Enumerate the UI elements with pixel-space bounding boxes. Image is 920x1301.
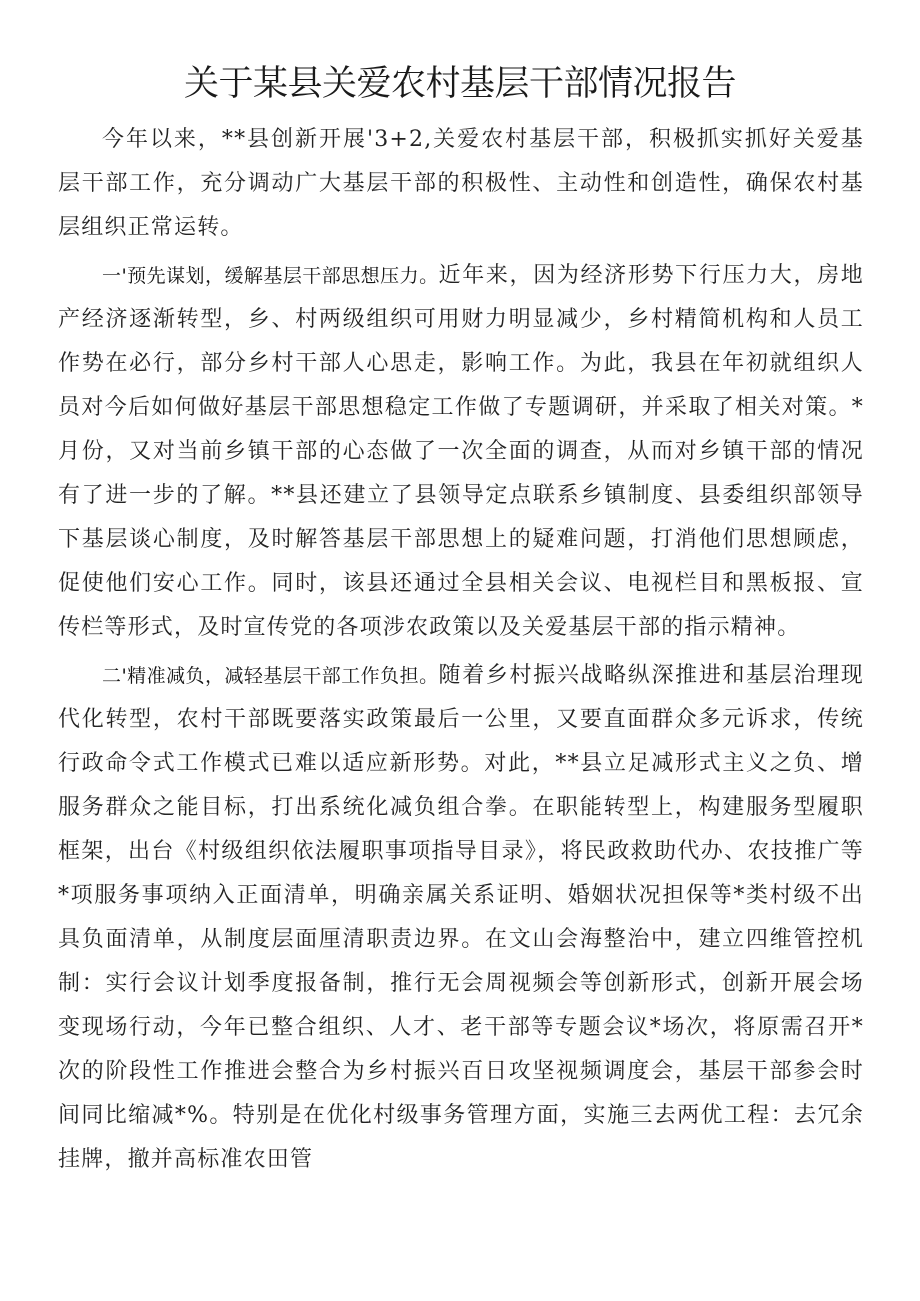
paragraph-text: 随着乡村振兴战略纵深推进和基层治理现代化转型，农村干部既要落实政策最后一公里，又要直面群众多元诉求，传统行政命令式工作模式已难以适应新形势。对此，**县立足减形式主义之负、增服务群众之能目标，打出系统化减负组合拳。在职能转型上，构建服务型履职框架，出台《村级组织依法履职事项指导目录》，将民政救助代办、农技推广等*项服务事项纳入正面清单，明确亲属关系证明、婚姻状况担保等*类村级不出具负面清单，从制度层面厘清职责边界。在文山会海整治中，建立四维管控机制：实行会议计划季度报备制，推行无会周视频会等创新形式，创新开展会场变现场行动，今年已整合组织、人才、老干部等专题会议*场次，将原需召开*次的阶段性工作推进会整合为乡村振兴百日攻坚视频调度会，基层干部参会时间同比缩减*%。特别是在优化村级事务管理方面，实施三去两优工程：去冗余挂牌，撤并高标准农田管: [58, 663, 864, 1172]
paragraph-text: 今年以来，**县创新开展'3+2,关爱农村基层干部，积极抓实抓好关爱基层干部工作，充分调动广大基层干部的积极性、主动性和创造性，确保农村基层组织正常运转。: [58, 127, 864, 240]
document-body: [58, 118, 864, 1186]
paragraph-intro: [58, 118, 864, 250]
paragraph-text: 近年来，因为经济形势下行压力大，房地产经济逐渐转型，乡、村两级组织可用财力明显减少，乡村精简机构和人员工作势在必行，部分乡村干部人心思走，影响工作。为此，我县在年初就组织人员对今后如何做好基层干部思想稳定工作做了专题调研，并采取了相关对策。*月份，又对当前乡镇干部的心态做了一次全面的调查，从而对乡镇干部的情况有了进一步的了解。**县还建立了县领导定点联系乡镇制度、县委组织部领导下基层谈心制度，及时解答基层干部思想上的疑难问题，打消他们思想顾虑，促使他们安心工作。同时，该县还通过全县相关会议、电视栏目和黑板报、宣传栏等形式，及时宣传党的各项涉农政策以及关爱基层干部的指示精神。: [58, 263, 864, 640]
section-heading: 二'精准减负，减轻基层干部工作负担。: [102, 665, 439, 687]
paragraph-section-2: [58, 654, 864, 1182]
paragraph-section-1: [58, 254, 864, 650]
document-title: 关于某县关爱农村基层干部情况报告: [183, 64, 736, 104]
section-heading: 一'预先谋划，缓解基层干部思想压力。: [102, 265, 439, 287]
